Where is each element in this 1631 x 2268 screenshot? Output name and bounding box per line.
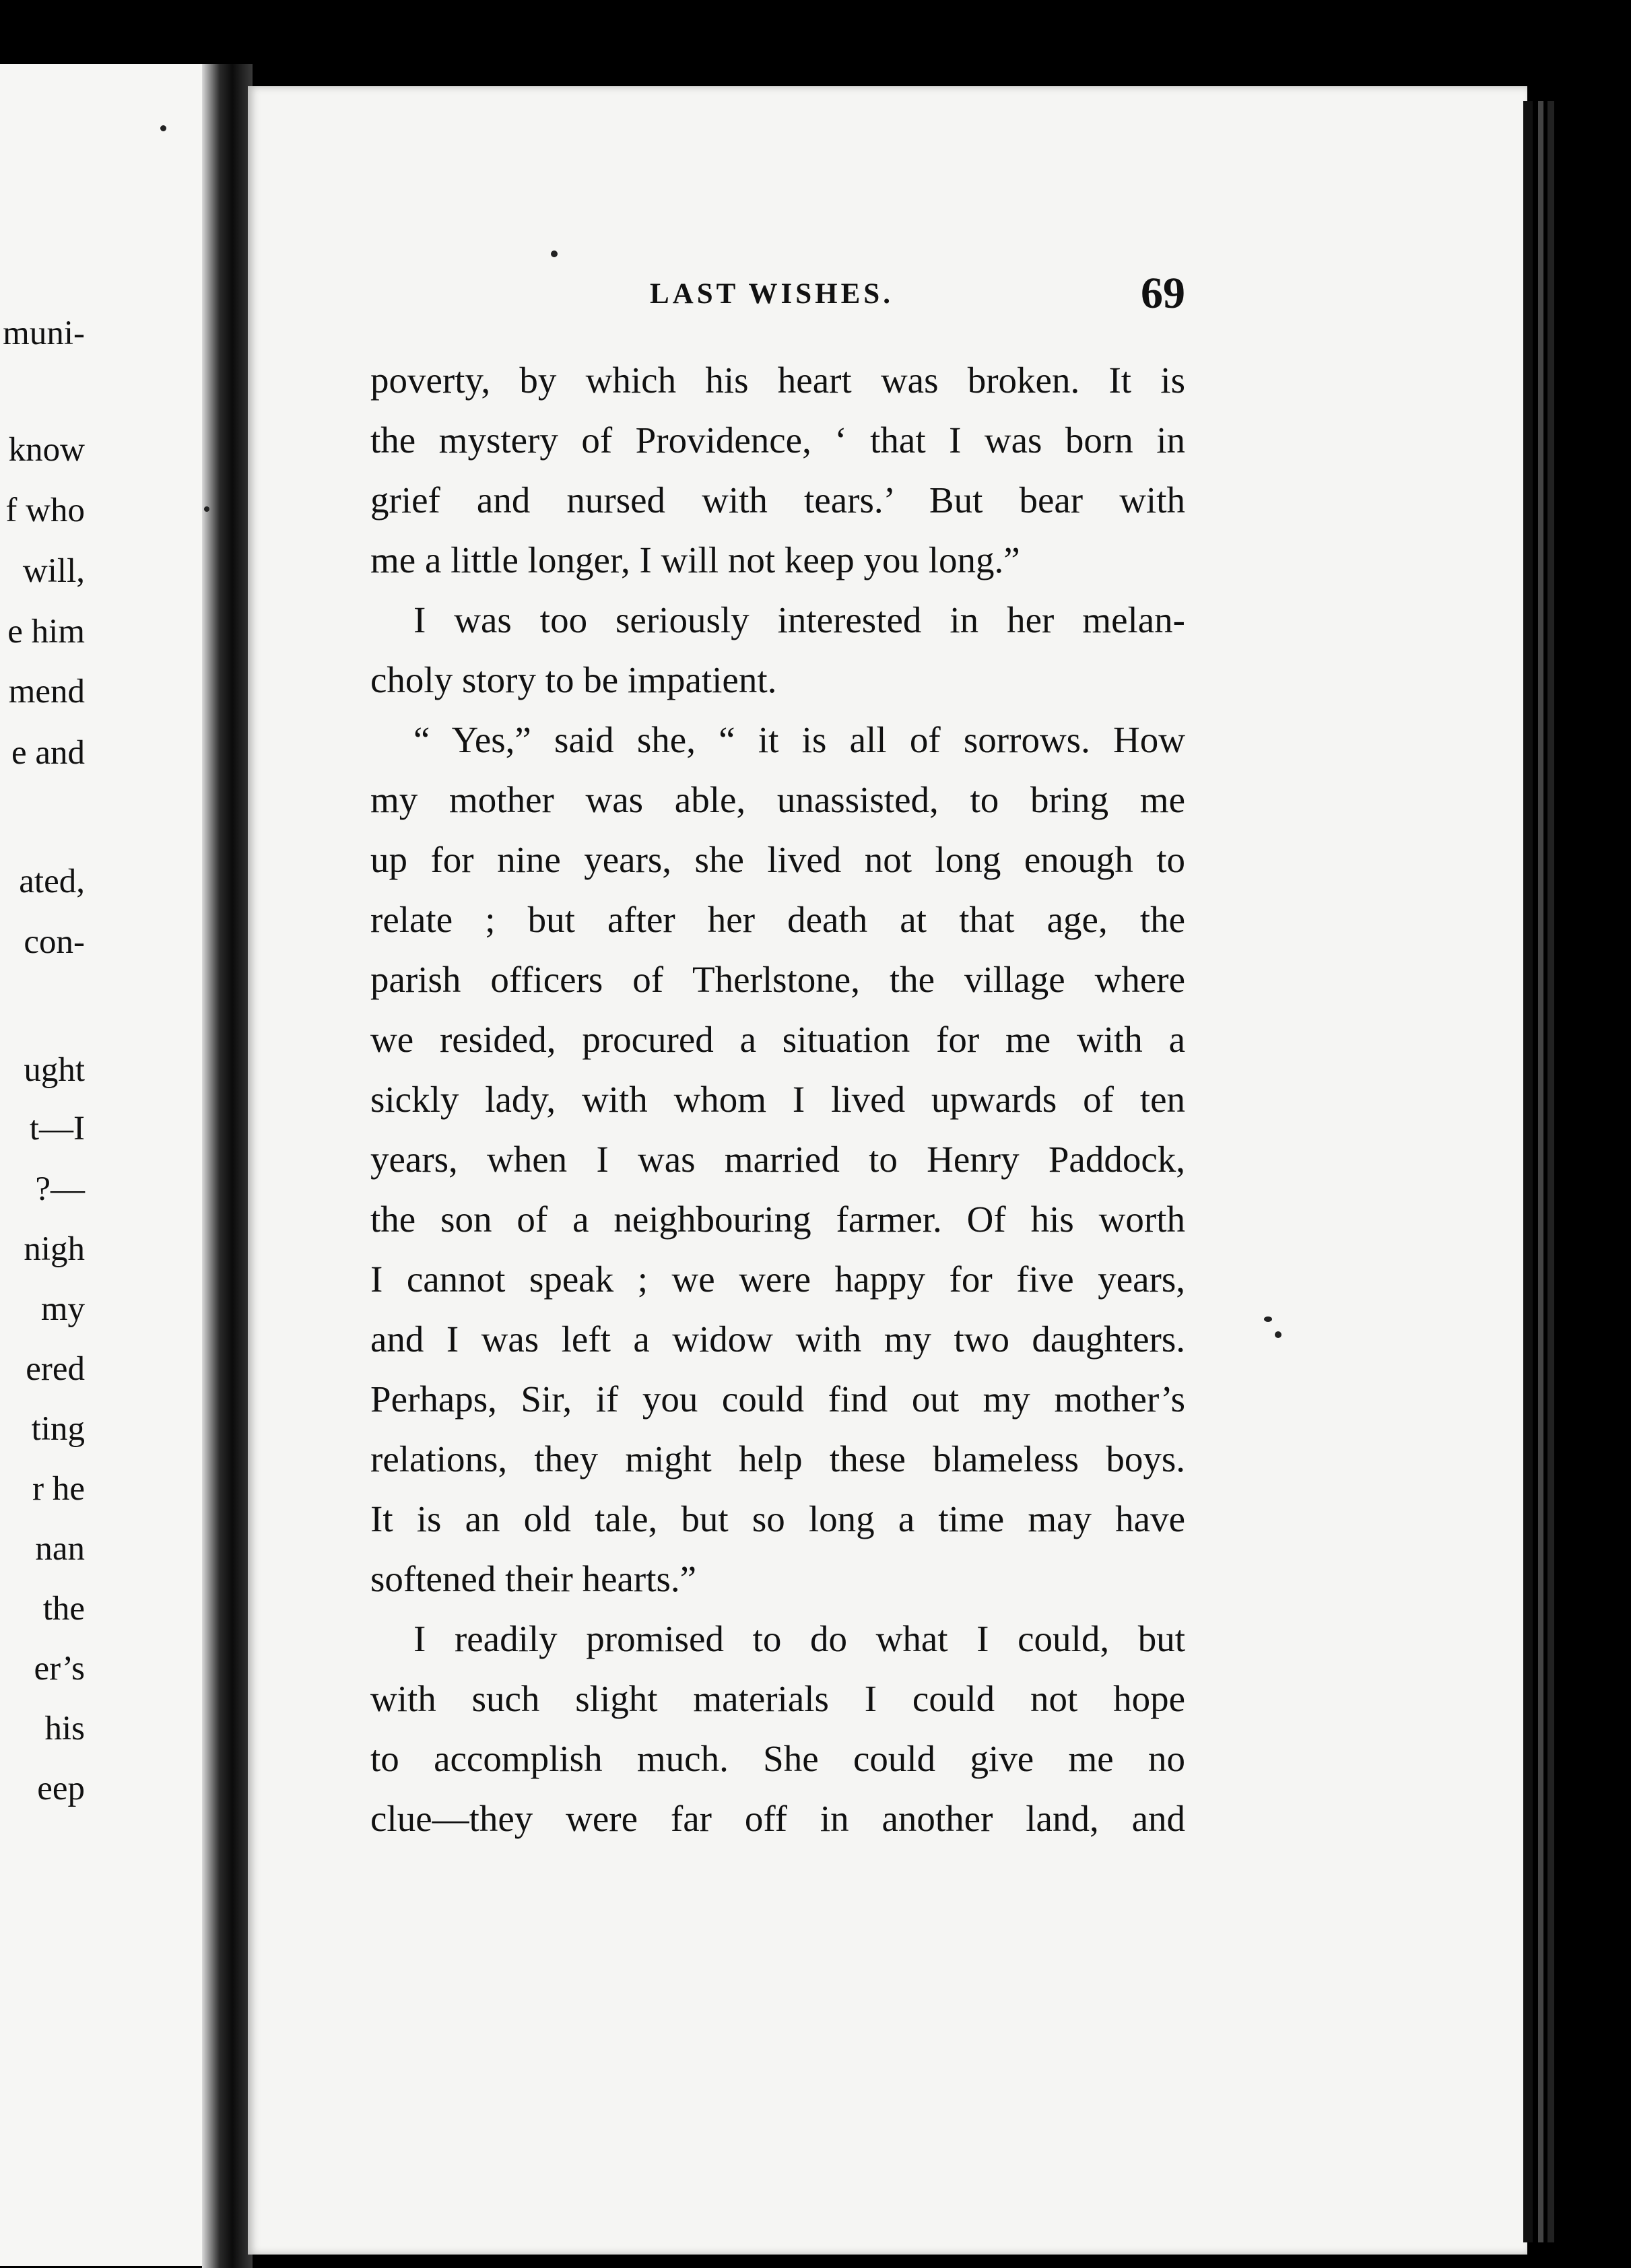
left-page-fragment: mend <box>8 673 85 710</box>
text-line: It is an old tale, but so long a time may have <box>370 1498 1185 1539</box>
text-line: and I was left a widow with my two daughters. <box>370 1319 1185 1360</box>
text-line: we resided, procured a situation for me with a <box>370 1019 1185 1060</box>
page-number: 69 <box>1141 269 1185 318</box>
left-page <box>0 64 219 2266</box>
body-text <box>370 350 1185 1848</box>
text-line: I readily promised to do what I could, but <box>413 1618 1185 1659</box>
left-page-fragment: con- <box>24 923 85 961</box>
ink-speck <box>204 506 209 512</box>
left-page-fragment: will, <box>22 552 85 590</box>
page-header <box>370 268 1185 322</box>
text-line: I was too seriously interested in her melan- <box>413 599 1185 640</box>
left-page-fragment: f who <box>5 492 85 529</box>
left-page-fragment: ered <box>26 1350 85 1388</box>
running-head: LAST WISHES. <box>650 278 894 310</box>
ink-speck <box>1264 1316 1272 1322</box>
left-page-fragment: muni- <box>3 314 85 352</box>
left-page-fragment: r he <box>32 1470 85 1508</box>
left-page-fragment: my <box>40 1290 85 1328</box>
text-line: up for nine years, she lived not long enough to <box>370 839 1185 880</box>
left-page-fragment: eep <box>37 1770 85 1807</box>
text-line: I cannot speak ; we were happy for five years, <box>370 1259 1185 1300</box>
text-line: Perhaps, Sir, if you could find out my mother’s <box>370 1378 1185 1420</box>
text-line: poverty, by which his heart was broken. It is <box>370 360 1185 401</box>
text-line: parish officers of Therlstone, the village where <box>370 959 1185 1000</box>
text-line: the mystery of Providence, ‘ that I was born in <box>370 420 1185 461</box>
left-page-fragment: ting <box>31 1410 85 1448</box>
left-page-fragment: e him <box>7 613 85 651</box>
book-gutter <box>202 64 253 2268</box>
text-line: with such slight materials I could not hope <box>370 1678 1185 1719</box>
text-line: the son of a neighbouring farmer. Of his worth <box>370 1199 1185 1240</box>
left-page-fragment: ught <box>24 1051 85 1089</box>
text-line: relations, they might help these blameless boys. <box>370 1438 1185 1479</box>
page-edge <box>1547 101 1554 2242</box>
text-line: “ Yes,” said she, “ it is all of sorrows. How <box>413 719 1185 760</box>
left-page-fragment: ated, <box>19 863 85 900</box>
text-line: me a little longer, I will not keep you long.” <box>370 539 1020 580</box>
ink-speck <box>1275 1331 1282 1338</box>
left-page-fragment: nigh <box>24 1230 85 1268</box>
text-line: to accomplish much. She could give me no <box>370 1738 1185 1779</box>
left-page-fragment: the <box>42 1590 85 1628</box>
text-line: relate ; but after her death at that age, the <box>370 899 1185 940</box>
left-page-fragment: know <box>8 431 85 469</box>
left-page-fragment: er’s <box>34 1650 85 1688</box>
ink-speck <box>160 125 166 131</box>
text-line: my mother was able, unassisted, to bring me <box>370 779 1185 820</box>
page-edge <box>1538 101 1543 2242</box>
text-line: softened their hearts.” <box>370 1558 697 1599</box>
left-page-fragment: e and <box>11 734 85 772</box>
text-line: sickly lady, with whom I lived upwards of ten <box>370 1079 1185 1120</box>
left-page-fragment: ?— <box>35 1170 85 1208</box>
page-edge <box>1523 101 1533 2242</box>
ink-speck <box>551 251 558 257</box>
text-line: grief and nursed with tears.’ But bear with <box>370 479 1185 521</box>
left-page-fragment: nan <box>35 1530 85 1568</box>
text-line: choly story to be impatient. <box>370 659 777 700</box>
text-line: clue—they were far off in another land, and <box>370 1798 1185 1839</box>
left-page-fragment: t—I <box>29 1110 85 1147</box>
text-line: years, when I was married to Henry Paddock, <box>370 1139 1185 1180</box>
left-page-fragment: his <box>44 1710 85 1747</box>
